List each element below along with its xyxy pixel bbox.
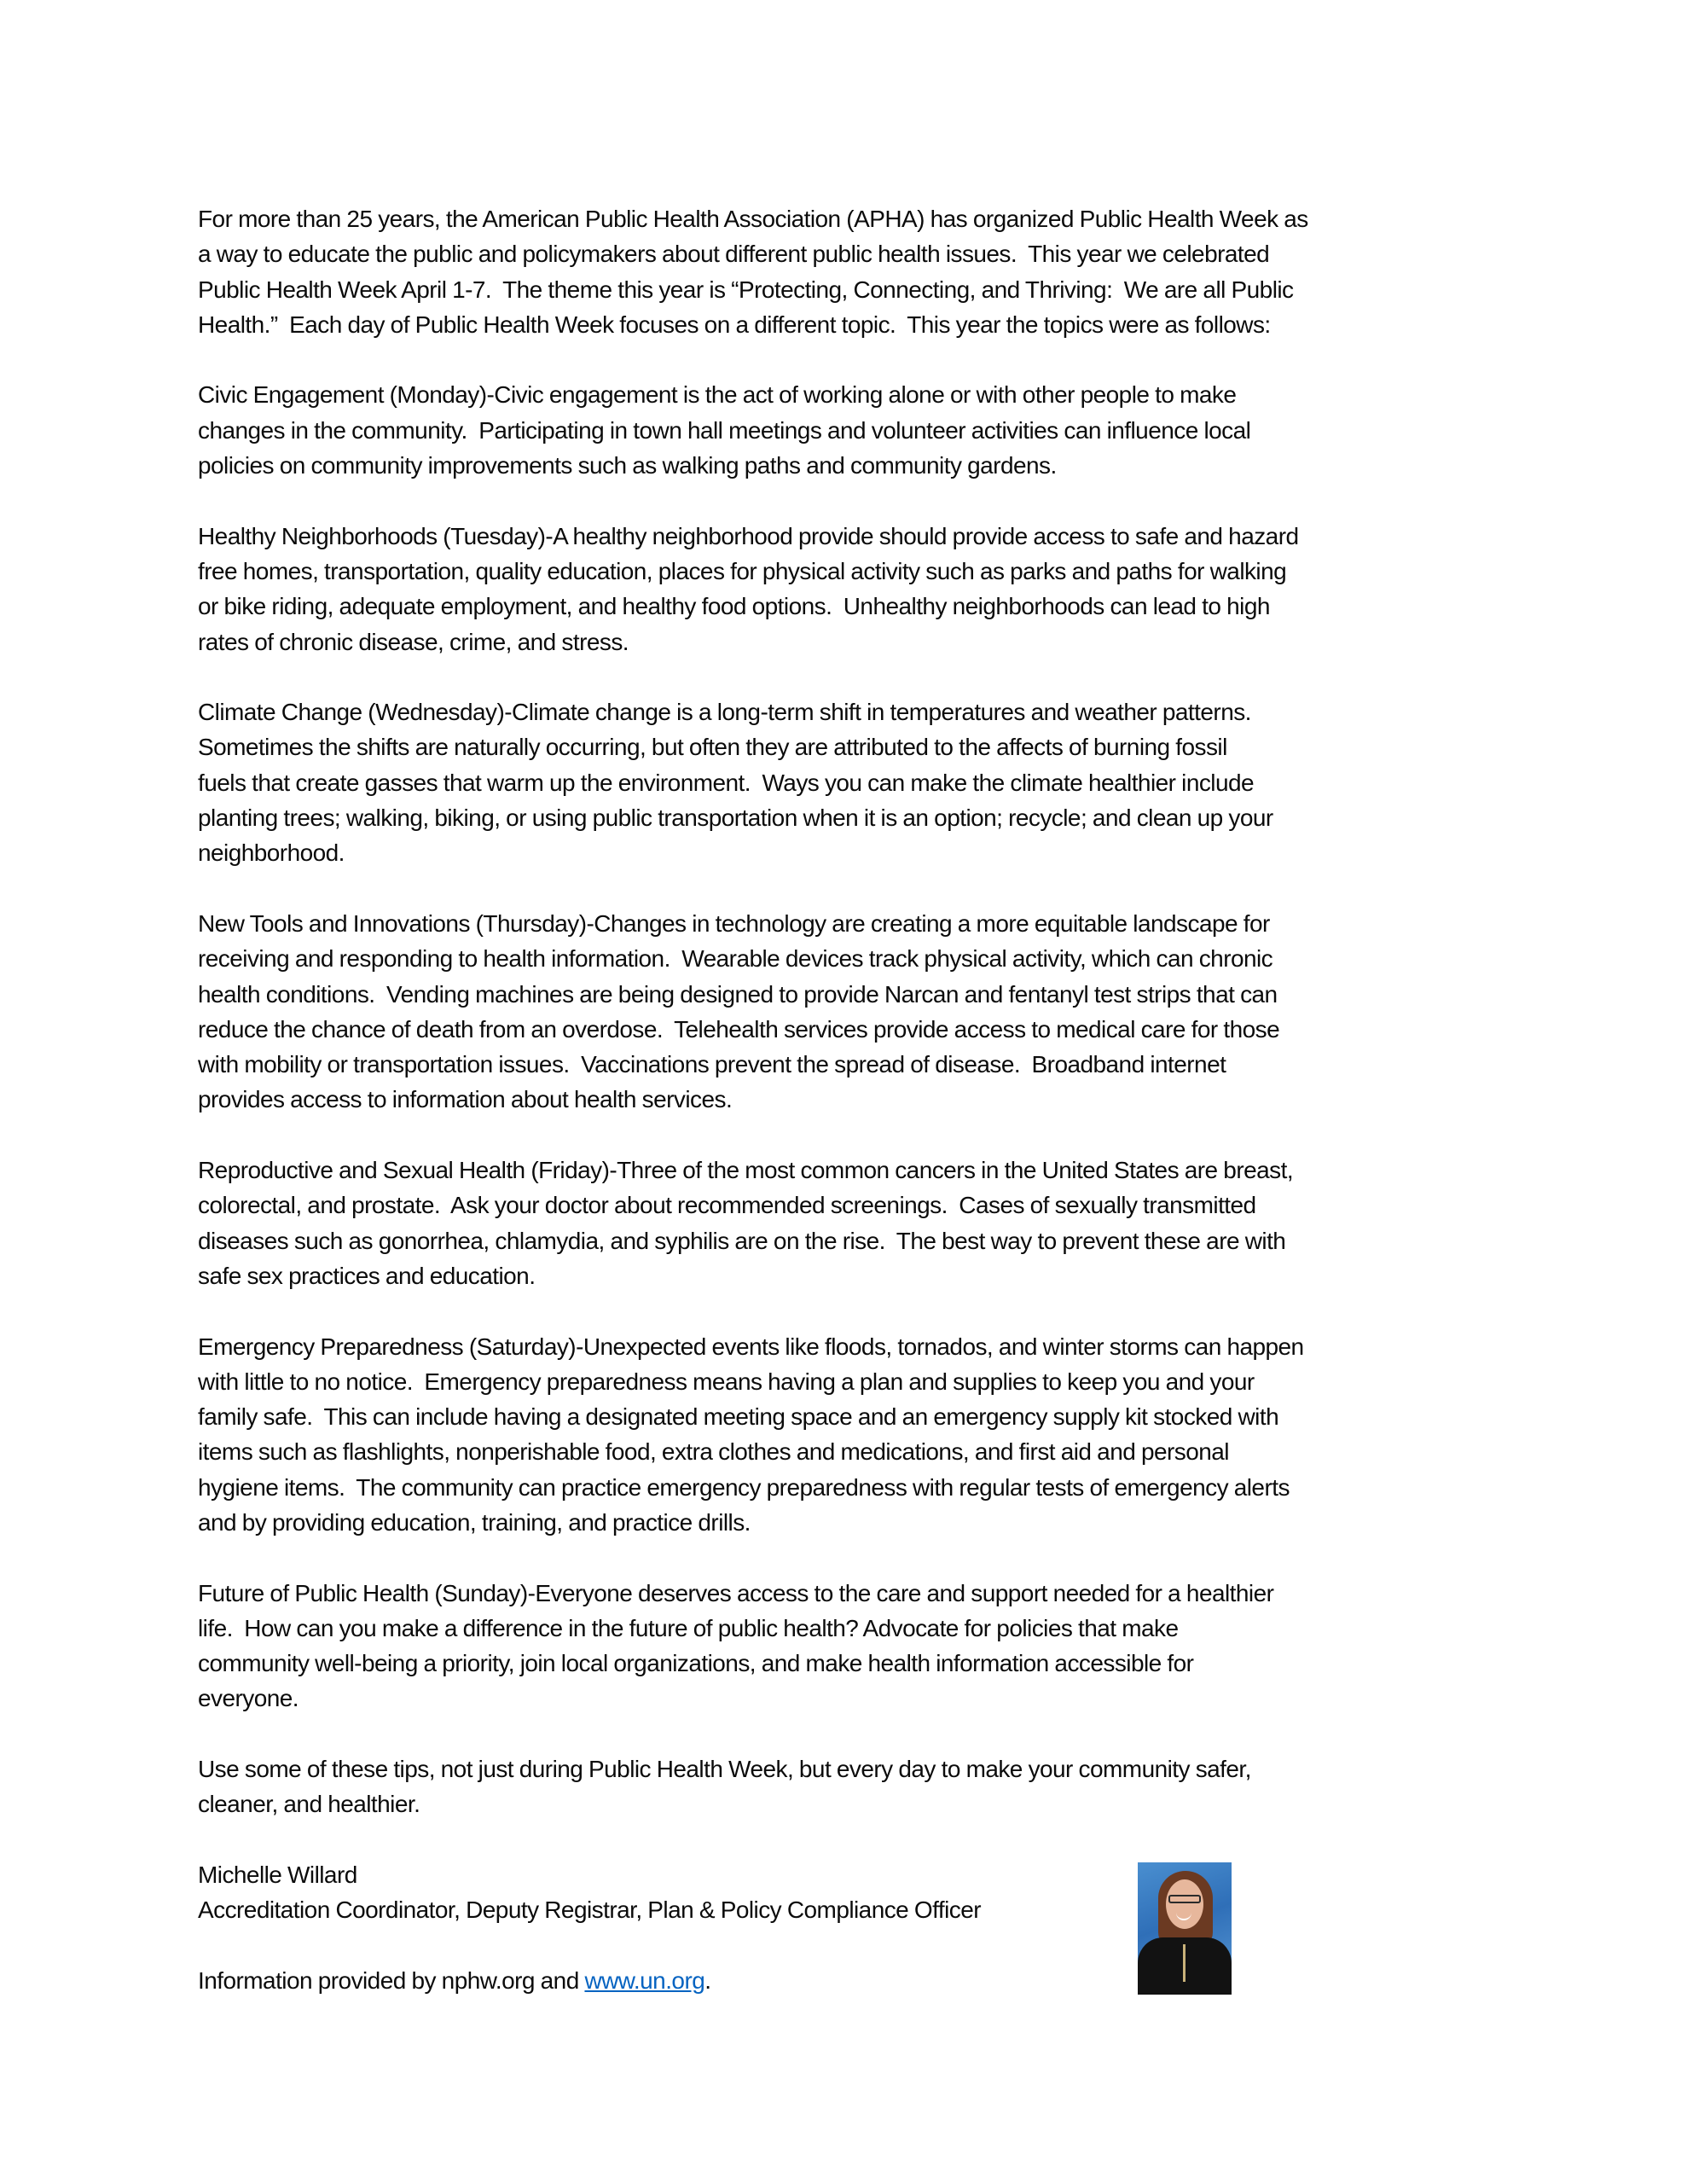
text-line: hygiene items. The community can practice emergency preparedness with regular tests of emergency alerts <box>198 1473 1290 1501</box>
photo-necklace <box>1183 1944 1186 1982</box>
paragraph-emergency-preparedness <box>198 1329 1486 1541</box>
text-line: New Tools and Innovations (Thursday)-Changes in technology are creating a more equitable landscape for <box>198 909 1270 937</box>
author-title: Accreditation Coordinator, Deputy Registrar, Plan & Policy Compliance Officer <box>198 1896 982 1924</box>
source-prefix: Information provided by nphw.org and <box>198 1966 585 1994</box>
author-name: Michelle Willard <box>198 1861 357 1888</box>
paragraph-intro <box>198 201 1486 342</box>
source-suffix: . <box>704 1966 711 1994</box>
text-line: cleaner, and healthier. <box>198 1791 420 1818</box>
paragraph-future-public-health <box>198 1576 1486 1716</box>
paragraph-climate-change <box>198 694 1486 870</box>
text-line: fuels that create gasses that warm up the environment. Ways you can make the climate healthier include <box>198 769 1255 796</box>
source-note <box>198 1963 1486 1998</box>
text-line: Climate Change (Wednesday)-Climate change is a long-term shift in temperatures and weather patterns. <box>198 699 1251 726</box>
text-line: health conditions. Vending machines are being designed to provide Narcan and fentanyl test strips that can <box>198 980 1278 1008</box>
text-line: Sometimes the shifts are naturally occurring, but often they are attributed to the affects of burning fossil <box>198 734 1227 761</box>
text-line: community well-being a priority, join local organizations, and make health information accessible for <box>198 1650 1194 1677</box>
glasses-icon <box>1168 1895 1201 1903</box>
blank-line <box>198 1928 1486 1963</box>
text-line: life. How can you make a difference in the future of public health? Advocate for policies that make <box>198 1614 1179 1641</box>
text-line: receiving and responding to health information. Wearable devices track physical activity, which can chronic <box>198 945 1273 973</box>
text-line: items such as flashlights, nonperishable food, extra clothes and medications, and first aid and personal <box>198 1438 1229 1466</box>
text-line: with little to no notice. Emergency preparedness means having a plan and supplies to keep you and your <box>198 1368 1255 1395</box>
text-line: Use some of these tips, not just during Public Health Week, but every day to make your community safer, <box>198 1756 1251 1783</box>
author-photo <box>1138 1862 1232 1995</box>
text-line: Healthy Neighborhoods (Tuesday)-A healthy neighborhood provide should provide access to safe and hazard <box>198 522 1299 549</box>
text-line: everyone. <box>198 1685 299 1712</box>
text-line: family safe. This can include having a designated meeting space and an emergency supply kit stocked with <box>198 1403 1279 1431</box>
text-line: Future of Public Health (Sunday)-Everyone deserves access to the care and support needed for a healthier <box>198 1579 1274 1606</box>
signature-block <box>198 1857 1486 1998</box>
text-line: Emergency Preparedness (Saturday)-Unexpected events like floods, tornados, and winter storms can happen <box>198 1333 1304 1360</box>
text-line: reduce the chance of death from an overdose. Telehealth services provide access to medical care for those <box>198 1015 1280 1043</box>
photo-face <box>1166 1879 1203 1929</box>
text-line: policies on community improvements such as walking paths and community gardens. <box>198 452 1057 479</box>
text-line: with mobility or transportation issues. Vaccinations prevent the spread of disease. Broadband internet <box>198 1051 1226 1078</box>
paragraph-healthy-neighborhoods <box>198 519 1486 659</box>
text-line: Civic Engagement (Monday)-Civic engagement is the act of working alone or with other people to make <box>198 381 1237 409</box>
text-line: neighborhood. <box>198 839 345 867</box>
paragraph-new-tools <box>198 906 1486 1118</box>
text-line: Health.” Each day of Public Health Week focuses on a different topic. This year the topics were as follows: <box>198 311 1271 338</box>
paragraph-civic-engagement <box>198 377 1486 483</box>
text-line: rates of chronic disease, crime, and stress. <box>198 628 629 655</box>
text-line: and by providing education, training, and practice drills. <box>198 1508 751 1536</box>
text-line: free homes, transportation, quality education, places for physical activity such as parks and paths for walking <box>198 557 1287 584</box>
text-line: planting trees; walking, biking, or using public transportation when it is an option; recycle; and clean up your <box>198 804 1273 832</box>
text-line: changes in the community. Participating in town hall meetings and volunteer activities can influence local <box>198 416 1251 444</box>
paragraph-reproductive-health <box>198 1153 1486 1293</box>
text-line: For more than 25 years, the American Public Health Association (APHA) has organized Public Health Week as <box>198 206 1308 232</box>
text-line: provides access to information about health services. <box>198 1086 733 1113</box>
un-org-link[interactable]: www.un.org <box>584 1966 705 1994</box>
text-line: colorectal, and prostate. Ask your doctor about recommended screenings. Cases of sexually transmitted <box>198 1192 1256 1219</box>
text-line: or bike riding, adequate employment, and healthy food options. Unhealthy neighborhoods can lead to high <box>198 593 1270 620</box>
text-line: Public Health Week April 1-7. The theme this year is “Protecting, Connecting, and Thriving: We are all Public <box>198 276 1294 303</box>
text-line: diseases such as gonorrhea, chlamydia, and syphilis are on the rise. The best way to prevent these are with <box>198 1227 1286 1254</box>
text-line: Reproductive and Sexual Health (Friday)-Three of the most common cancers in the United States are breast, <box>198 1157 1294 1184</box>
text-line: a way to educate the public and policymakers about different public health issues. This year we celebrated <box>198 241 1270 268</box>
text-line: safe sex practices and education. <box>198 1262 536 1289</box>
paragraph-closing <box>198 1751 1486 1822</box>
document-body <box>198 201 1486 1998</box>
